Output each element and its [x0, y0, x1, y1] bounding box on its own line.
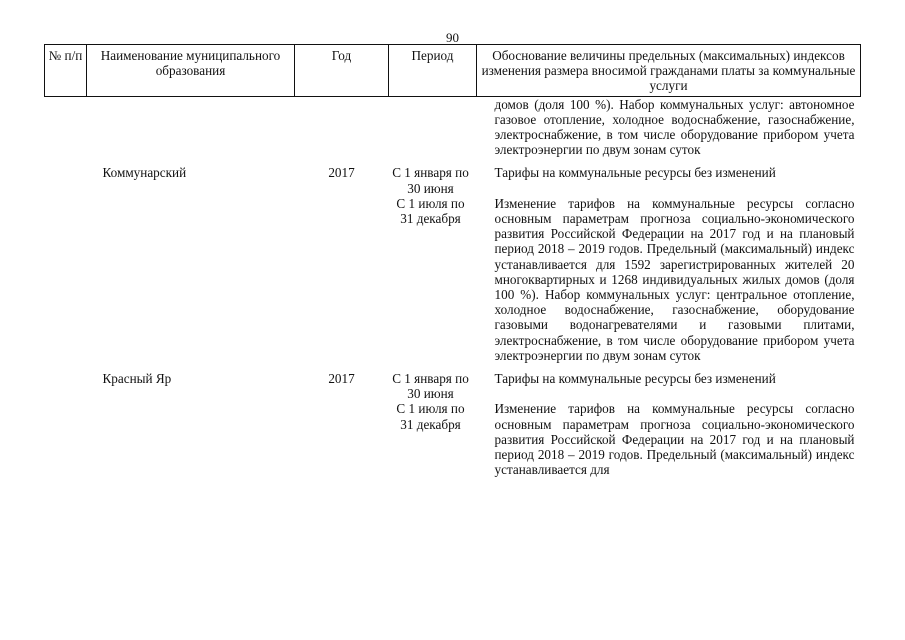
municipality-name: Коммунарский	[102, 165, 187, 181]
basis-cell: Изменение тарифов на коммунальные ресурсы согласно основным параметрам прогноза социально-экономического развития Российской Федерации на 2017 год и на плановый период 2018 – 2019 годов. Предельный (максимальный) индекс устанавливается для	[494, 401, 855, 478]
table-row	[45, 371, 861, 401]
header-year: Год	[295, 45, 389, 97]
table-row	[45, 165, 861, 195]
year-cell: 2017	[328, 165, 355, 181]
period-cell: С 1 января по 30 июня	[392, 165, 469, 196]
period-cell: С 1 июля по 31 декабря	[396, 401, 465, 432]
table-row	[45, 96, 861, 157]
table-row	[45, 196, 861, 363]
continuation-text: домов (доля 100 %). Набор коммунальных услуг: автономное газовое отопление, холодное водоснабжение, газоснабжение, электроснабжение, в том числе оборудование прибором учета электроэнергии по двум зонам суток	[494, 96, 855, 158]
year-cell: 2017	[328, 371, 355, 387]
basis-cell: Тарифы на коммунальные ресурсы без изменений	[494, 371, 776, 387]
municipality-name: Красный Яр	[102, 371, 172, 387]
header-period: Период	[389, 45, 477, 97]
table-row	[45, 401, 861, 477]
page-number: 90	[446, 30, 459, 45]
basis-cell: Изменение тарифов на коммунальные ресурсы согласно основным параметрам прогноза социально-экономического развития Российской Федерации на 2017 год и на плановый период 2018 – 2019 годов. Предельный (максимальный) индекс устанавливается для 1592 зарегистрированных жителей 20 многоквартирных и 1268 индивидуальных жилых домов (доля 100 %). Набор коммунальных услуг: центральное отопление, холодное водоснабжение, газоснабжение, оборудование газовыми водонагревателями и газовыми плитами, электроснабжение, в том числе оборудование прибором учета электроэнергии по двум зонам суток	[494, 195, 855, 363]
period-cell: С 1 января по 30 июня	[392, 371, 469, 402]
table-header	[45, 45, 861, 97]
period-cell: С 1 июля по 31 декабря	[396, 195, 465, 227]
header-number: № п/п	[45, 45, 87, 97]
header-basis: Обоснование величины предельных (максимальных) индексов изменения размера вносимой гражданами платы за коммунальные услуги	[477, 45, 861, 97]
tariff-index-table	[44, 44, 861, 477]
header-municipality: Наименование муниципального образования	[87, 45, 295, 97]
basis-cell: Тарифы на коммунальные ресурсы без изменений	[494, 165, 776, 181]
